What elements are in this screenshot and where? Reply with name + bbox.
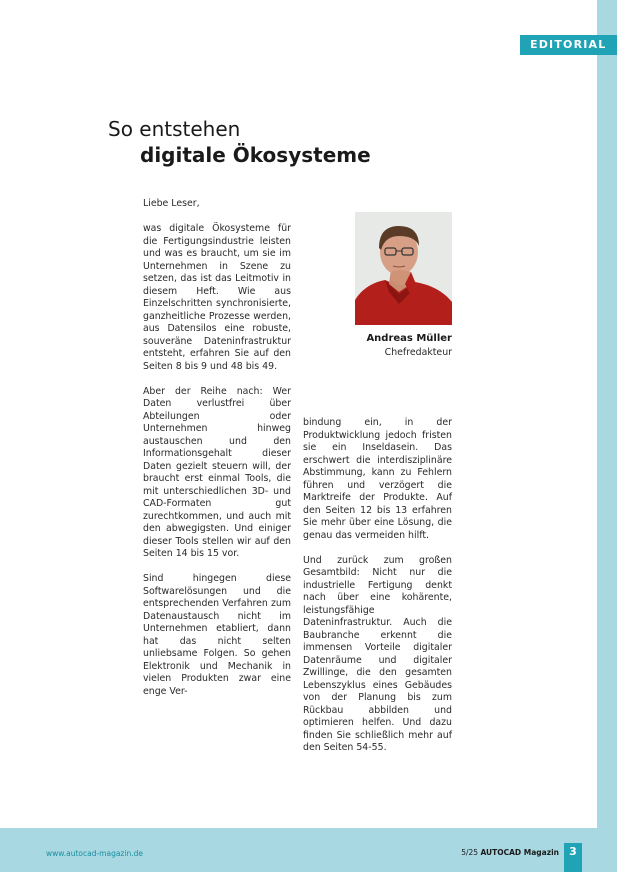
text-column-1 <box>143 198 291 711</box>
text-column-2 <box>303 417 452 767</box>
title-line-1: So entstehen <box>108 117 241 141</box>
article-title <box>108 116 371 168</box>
paragraph: Und zurück zum großen Gesamtbild: Nicht nur die industrielle Fertigung denkt nach über eine kohärente, leistungsfähige Dateninfrastruktur. Auch die Baubranche erkennt die immensen Vorteile digitaler Datenräume und digitaler Zwillinge, die den gesamten Lebenszyklus eines Gebäudes von der Planung bis zum Rückbau abbilden und optimieren helfen. Und dazu finden Sie schließlich mehr auf den Seiten 54-55. <box>303 554 452 753</box>
paragraph: was digitale Ökosysteme für die Fertigungsindustrie leisten und was es braucht, um sie im Unternehmen in Szene zu setzen, das ist das Leitmotiv in diesem Heft. Wie aus Einzelschritten synchronisierte, ganzheitliche Prozesse werden, aus Datensilos eine robuste, souveräne Dateninfrastruktur entsteht, erfahren Sie auf den Seiten 8 bis 9 und 48 bis 49. <box>143 223 291 372</box>
issue-number: 5/25 <box>461 848 479 857</box>
footer-issue-info <box>461 848 559 857</box>
author-role: Chefredakteur <box>384 347 452 358</box>
author-name: Andreas Müller <box>366 333 452 344</box>
title-line-2: digitale Ökosysteme <box>140 143 371 167</box>
footer-website-link[interactable]: www.autocad-magazin.de <box>46 849 143 858</box>
page-number: 3 <box>564 843 582 872</box>
portrait-illustration <box>355 212 452 325</box>
paragraph: Aber der Reihe nach: Wer Daten verlustfrei über Abteilungen oder Unternehmen hinweg austauschen und den Informationsgehalt dieser Daten gezielt steuern will, der braucht erst einmal Tools, die mit unterschiedlichen 3D- und CAD-Formaten gut zurechtkommen, und auch mit den abwegigsten. Und einiger dieser Tools stellen wir auf den Seiten 14 bis 15 vor. <box>143 385 291 559</box>
paragraph: bindung ein, in der Produktwicklung jedoch fristen sie ein Inseldasein. Das erschwert die interdisziplinäre Abstimmung, kann zu Fehlern führen und verzögert die Marktreife der Produkte. Auf den Seiten 12 bis 13 erfahren Sie mehr über eine Lösung, die genau das vermeiden hilft. <box>303 417 452 541</box>
greeting: Liebe Leser, <box>143 198 200 209</box>
author-caption <box>300 332 452 360</box>
magazine-name: AUTOCAD Magazin <box>480 848 559 857</box>
paragraph: Sind hingegen diese Softwarelösungen und die entsprechenden Verfahren zum Datenaustausch nicht im Unternehmen etabliert, dann hat das nicht selten unliebsame Folgen. So gehen Elektronik und Mechanik in vielen Produkten zwar eine enge Ver- <box>143 573 291 697</box>
author-photo <box>355 212 452 325</box>
section-tag: EDITORIAL <box>520 35 617 55</box>
